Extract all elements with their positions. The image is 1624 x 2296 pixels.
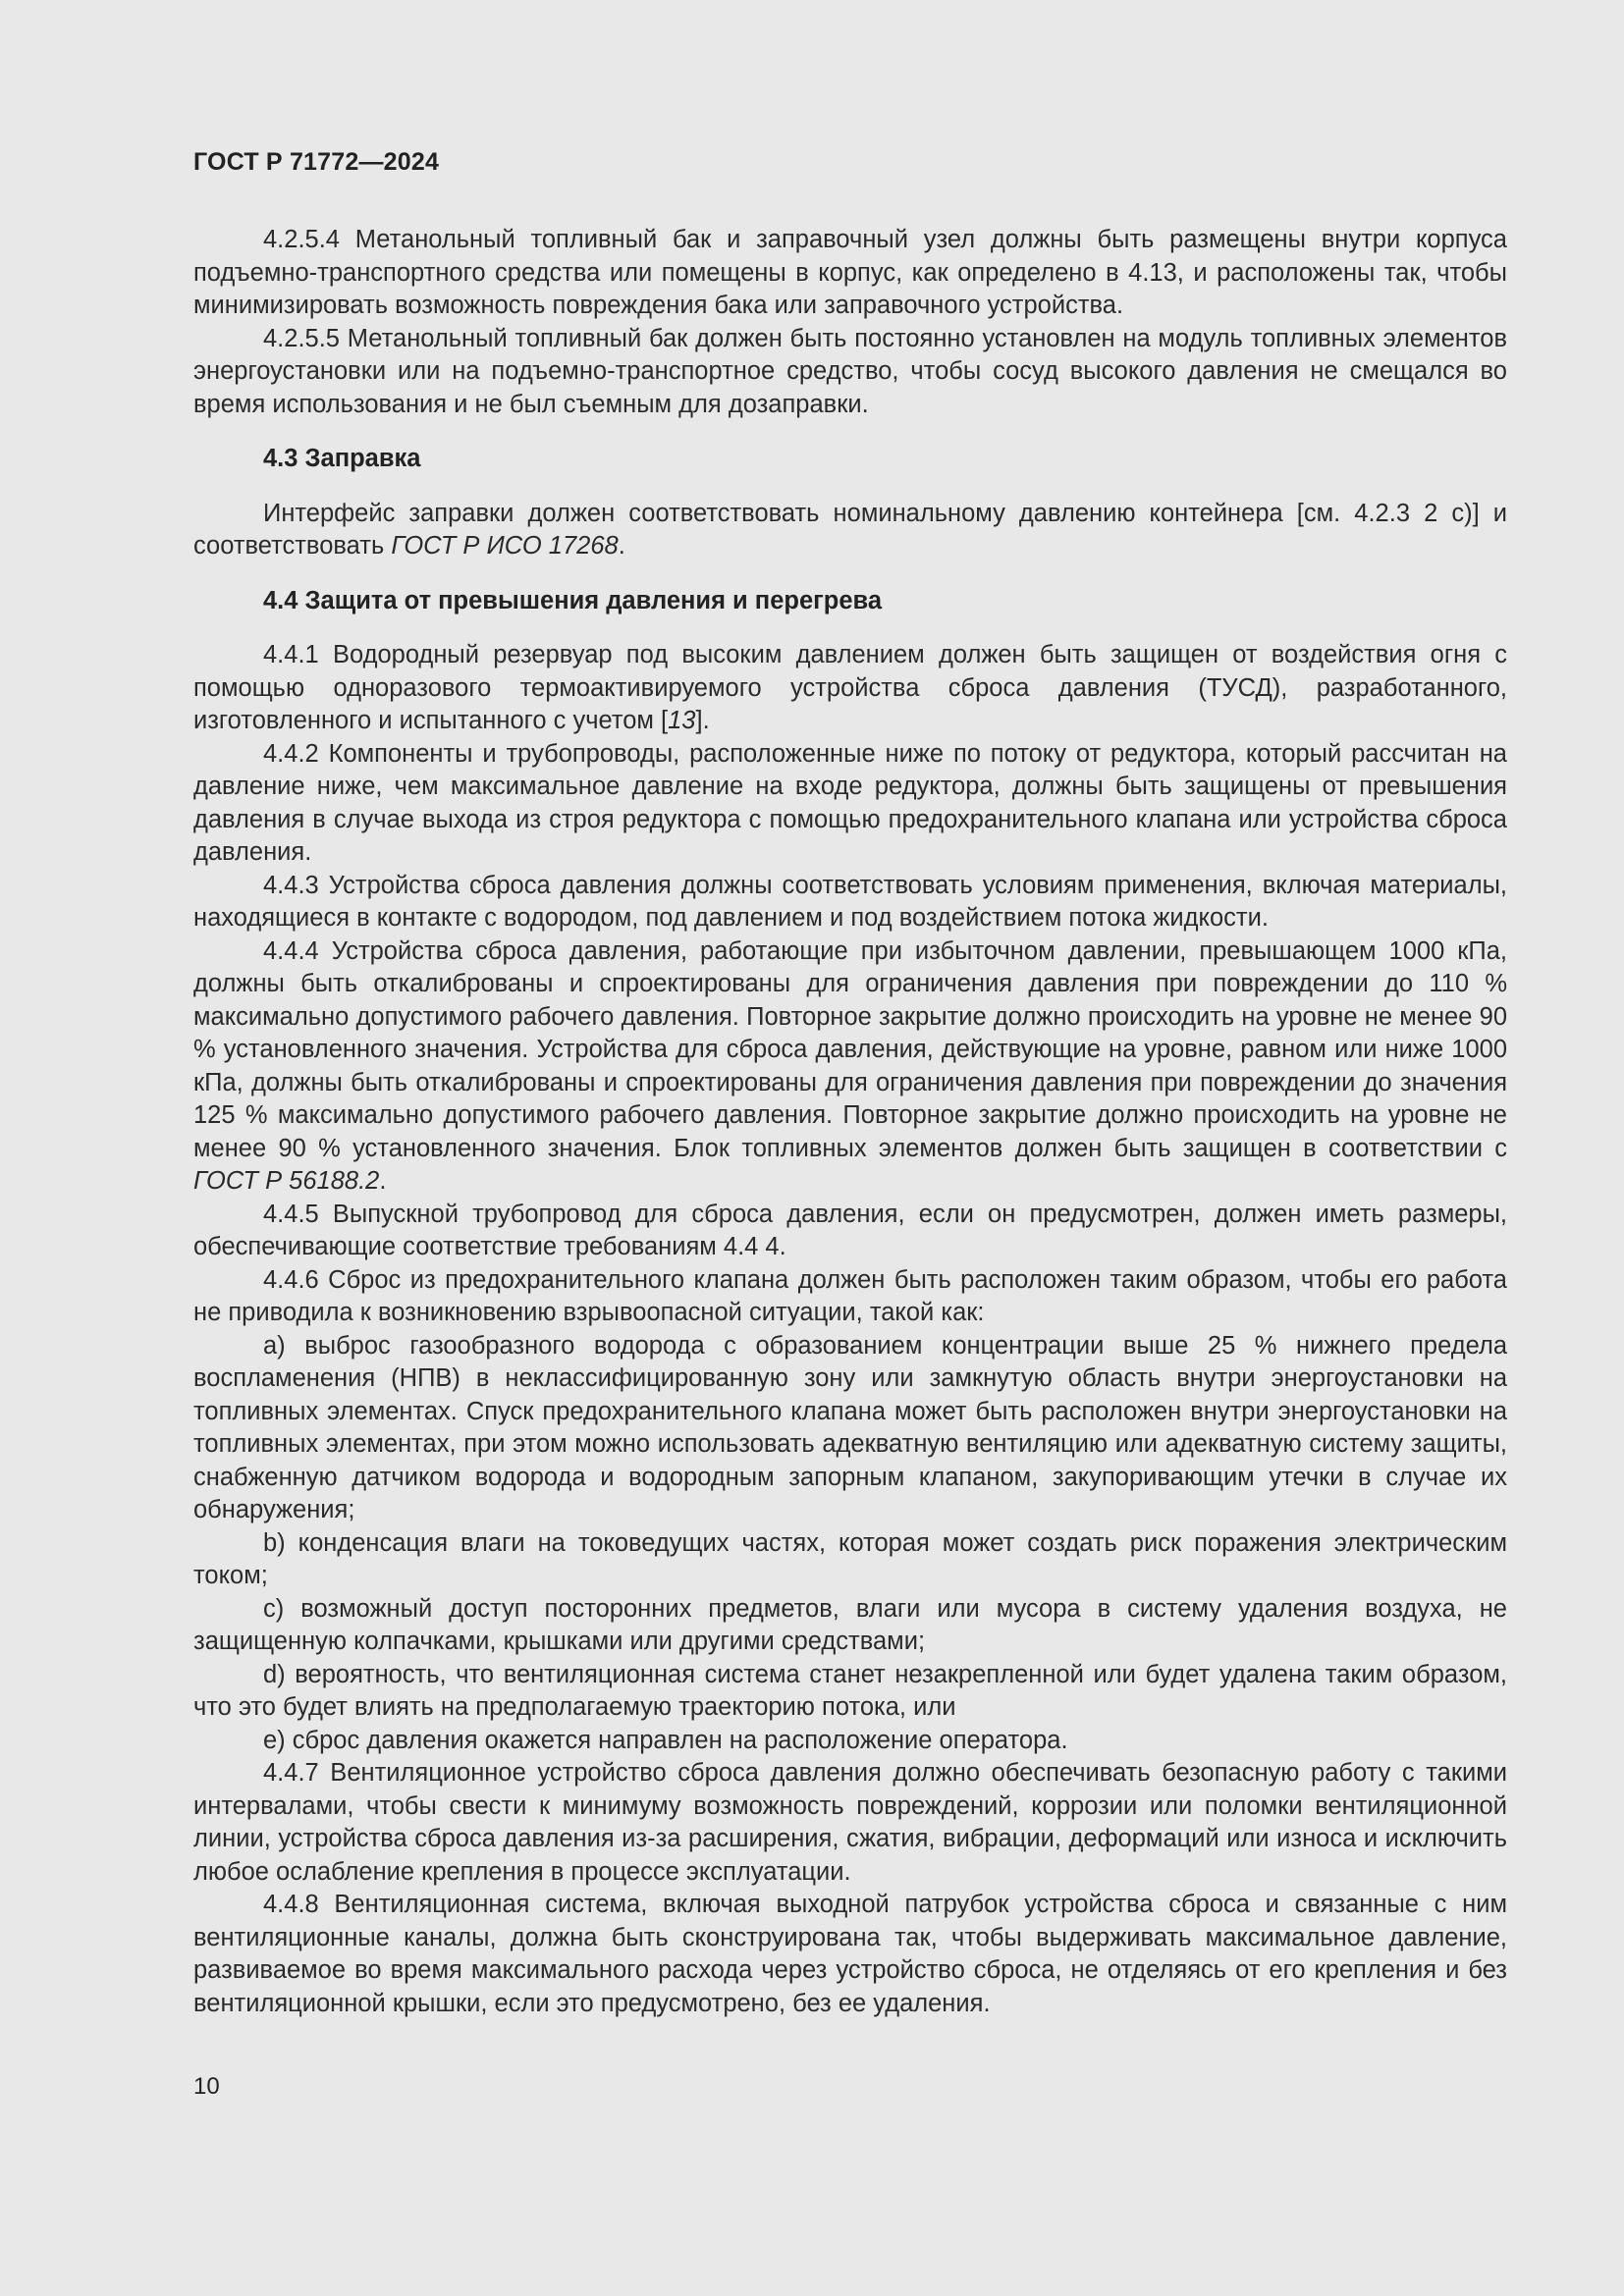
paragraph-4-4-3: 4.4.3 Устройства сброса давления должны соответствовать условиям применения, включая материалы, находящиеся в контакте с водородом, под давлением и под воздействием потока жидкости. <box>193 871 1507 932</box>
paragraph-4-4-8: 4.4.8 Вентиляционная система, включая выходной патрубок устройства сброса и связанные с ним вентиляционные каналы, должна быть сконструирована так, чтобы выдерживать максимальное давление, развиваемое во время максимального расхода через устройство сброса, не отделяясь от его крепления и без вентиляционной крышки, если это предусмотрено, без ее удаления. <box>193 1891 1507 2017</box>
paragraph-4-4-1 <box>193 639 1507 738</box>
paragraph-4-3-text: Интерфейс заправки должен соответствовать номинальному давлению контейнера [см. 4.2.3 2 с)] и соответствовать <box>193 499 1507 560</box>
bibliography-reference: 13 <box>668 707 696 734</box>
paragraph-4-4-5: 4.4.5 Выпускной трубопровод для сброса давления, если он предусмотрен, должен иметь размеры, обеспечивающие соответствие требованиям 4.4 4. <box>193 1200 1507 1260</box>
list-item-e: e) сброс давления окажется направлен на расположение оператора. <box>263 1726 1068 1754</box>
page-number: 10 <box>193 2073 220 2100</box>
paragraph-4-4-4-text: 4.4.4 Устройства сброса давления, работающие при избыточном давлении, превышающем 1000 кПа, должны быть откалиброваны и спроектированы для ограничения давления при повреждении до 110 % максимально допустимого рабочего давления. Повторное закрытие должно происходить на уровне не менее 90 % установленного значения. Устройства для сброса давления, действующие на уровне, равном или ниже 1000 кПа, должны быть откалиброваны и спроектированы для ограничения давления при повреждении до значения 125 % максимально допустимого рабочего давления. Повторное закрытие должно происходить на уровне не менее 90 % установленного значения. Блок топливных элементов должен быть защищен в соответствии с <box>193 936 1507 1162</box>
paragraph-4-3-end: . <box>618 532 625 560</box>
section-heading-4-4: 4.4 Защита от превышения давления и перегрева <box>263 586 883 614</box>
paragraph-4-4-1-text: 4.4.1 Водородный резервуар под высоким давлением должен быть защищен от воздействия огня с помощью одноразового термоактивируемого устройства сброса давления (ТУСД), разработанного, изготовленного и испытанного с учетом [ <box>193 641 1507 734</box>
paragraph-4-2-5-5: 4.2.5.5 Метанольный топливный бак должен быть постоянно установлен на модуль топливных элементов энергоустановки или на подъемно-транспортное средство, чтобы сосуд высокого давления не смещался во время использования и не был съемным для дозаправки. <box>193 324 1507 418</box>
paragraph-4-4-2: 4.4.2 Компоненты и трубопроводы, расположенные ниже по потоку от редуктора, который рассчитан на давление ниже, чем максимальное давление на входе редуктора, должны быть защищены от превышения давления в случае выхода из строя редуктора с помощью предохранительного клапана или устройства сброса давления. <box>193 739 1507 866</box>
list-item-d: d) вероятность, что вентиляционная система станет незакрепленной или будет удалена таким образом, что это будет влиять на предполагаемую траекторию потока, или <box>193 1660 1507 1721</box>
paragraph-4-2-5-4: 4.2.5.4 Метанольный топливный бак и заправочный узел должны быть размещены внутри корпуса подъемно-транспортного средства или помещены в корпус, как определено в 4.13, и расположены так, чтобы минимизировать возможность повреждения бака или заправочного устройства. <box>193 226 1507 319</box>
paragraph-4-4-4 <box>193 935 1507 1199</box>
section-heading-4-3: 4.3 Заправка <box>263 445 421 472</box>
paragraph-4-3 <box>193 498 1507 563</box>
list-item-b: b) конденсация влаги на токоведущих частях, которая может создать риск поражения электрическим током; <box>193 1528 1507 1589</box>
standard-reference: ГОСТ Р 56188.2 <box>193 1167 380 1195</box>
document-code-header: ГОСТ Р 71772—2024 <box>193 148 440 176</box>
paragraph-4-4-6: 4.4.6 Сброс из предохранительного клапана должен быть расположен таким образом, чтобы его работа не приводила к возникновению взрывоопасной ситуации, такой как: <box>193 1265 1507 1326</box>
paragraph-4-4-4-end: . <box>379 1167 387 1195</box>
standard-reference: ГОСТ Р ИСО 17268 <box>391 532 619 560</box>
list-item-a: a) выброс газообразного водорода с образованием концентрации выше 25 % нижнего предела воспламенения (НПВ) в неклассифицированную зону или замкнутую область внутри энергоустановки на топливных элементах. Спуск предохранительного клапана может быть расположен внутри энергоустановки на топливных элементах, при этом можно использовать адекватную вентиляцию или адекватную систему защиты, снабженную датчиком водорода и водородным запорным клапаном, закупоривающим утечки в случае их обнаружения; <box>193 1331 1507 1523</box>
document-body <box>193 224 1507 2020</box>
paragraph-4-4-1-end: ]. <box>695 707 710 734</box>
paragraph-4-4-7: 4.4.7 Вентиляционное устройство сброса давления должно обеспечивать безопасную работу с такими интервалами, чтобы свести к минимуму возможность повреждений, коррозии или поломки вентиляционной линии, устройства сброса давления из-за расширения, сжатия, вибрации, деформаций или износа и исключить любое ослабление крепления в процессе эксплуатации. <box>193 1759 1507 1886</box>
list-item-c: c) возможный доступ посторонних предметов, влаги или мусора в систему удаления воздуха, не защищенную колпачками, крышками или другими средствами; <box>193 1594 1507 1655</box>
